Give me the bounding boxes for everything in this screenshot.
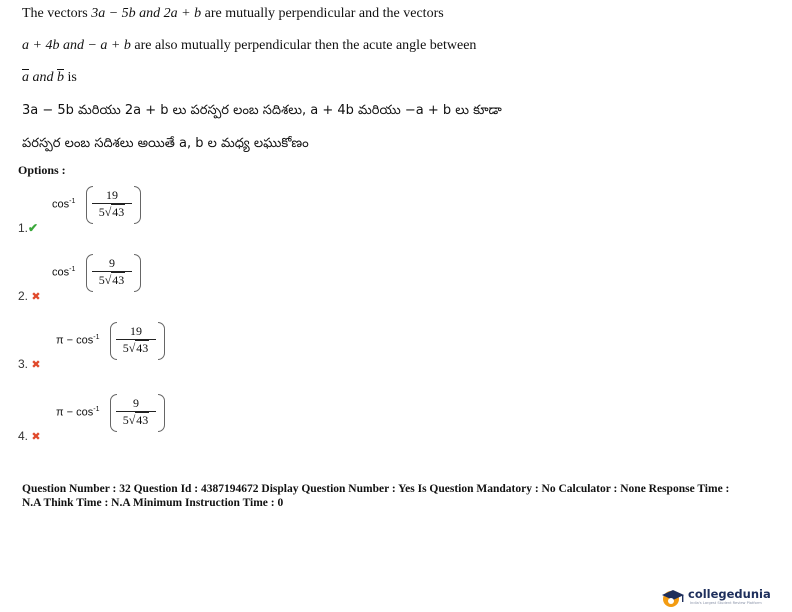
option-number: 3. <box>18 357 29 371</box>
vector-expression: 3a − 5b <box>91 6 136 21</box>
vector-expression: a + 4b <box>22 38 60 53</box>
formula-exponent: -1 <box>69 266 76 273</box>
logo-text: collegedunia <box>688 587 771 601</box>
fraction-denominator: 5√43 <box>98 205 125 219</box>
right-paren <box>134 254 141 292</box>
den-coefficient: 5 <box>122 413 129 427</box>
den-coefficient: 5 <box>122 341 129 355</box>
question-telugu-line-2: పరస్పర లంబ సదిశలు అయితే a, b ల మధ్య లఘుకోణం <box>22 136 309 151</box>
metadata-line-2: N.A Think Time : N.A Minimum Instruction Time : 0 <box>22 497 284 509</box>
den-coefficient: 5 <box>98 205 105 219</box>
fraction-numerator: 19 <box>130 324 142 338</box>
connector-text: and <box>59 38 88 53</box>
option-3-formula <box>50 322 170 362</box>
graduation-cap-icon <box>660 588 686 608</box>
vector-a: $\overline{a}$ <box>22 70 29 85</box>
formula-exponent: -1 <box>93 334 100 341</box>
options-heading: Options : <box>18 163 66 177</box>
option-4-formula <box>50 394 170 434</box>
option-2-label <box>18 289 41 303</box>
vector-expression: − a + b <box>87 38 131 53</box>
fraction-denominator: 5√43 <box>98 273 125 287</box>
fraction-numerator: 19 <box>106 188 118 202</box>
question-telugu-line-1: 3a − 5b మరియు 2a + b లు పరస్పర లంబ సదిశలు, a + 4b మరియు −a + b లు కూడా <box>22 103 502 118</box>
question-text: The vectors <box>22 6 92 21</box>
option-2-formula <box>48 254 158 294</box>
right-paren <box>158 322 165 360</box>
den-radicand: 43 <box>136 413 149 427</box>
formula-function: cos <box>76 406 94 419</box>
question-line-2 <box>22 38 476 54</box>
wrong-cross-icon: ✖ <box>31 291 41 303</box>
formula-function: cos <box>52 198 70 211</box>
vector-b: $\overline{b}$ <box>57 70 64 85</box>
formula-prefix: π − <box>56 334 77 347</box>
formula-exponent: -1 <box>69 198 76 205</box>
fraction-numerator: 9 <box>133 396 139 410</box>
formula-exponent: -1 <box>93 406 100 413</box>
den-radicand: 43 <box>136 341 149 355</box>
fraction <box>90 188 134 220</box>
right-paren <box>158 394 165 432</box>
connector-text: and <box>135 6 164 21</box>
collegedunia-logo <box>660 586 788 608</box>
connector-text: and <box>29 70 57 85</box>
den-radicand: 43 <box>112 205 125 219</box>
question-text: is <box>64 70 77 85</box>
formula-prefix: π − <box>56 406 77 419</box>
option-number: 4. <box>18 429 29 443</box>
logo-tagline: India's Largest Student Review Platform <box>690 601 762 605</box>
formula-function: cos <box>52 266 70 279</box>
option-4-label <box>18 429 41 443</box>
question-line-3 <box>22 70 77 86</box>
wrong-cross-icon: ✖ <box>31 431 41 443</box>
question-metadata <box>22 482 772 510</box>
fraction-denominator: 5√43 <box>122 413 149 427</box>
option-number: 1. <box>18 221 29 235</box>
question-text: are also mutually perpendicular then the acute angle between <box>130 38 477 53</box>
option-1-formula <box>48 186 158 226</box>
fraction <box>114 324 158 356</box>
correct-check-icon: ✔ <box>28 221 39 235</box>
question-text: are mutually perpendicular and the vectors <box>201 6 444 21</box>
fraction <box>90 256 134 288</box>
option-1-label <box>18 221 38 235</box>
question-line-1 <box>22 6 444 22</box>
den-radicand: 43 <box>112 273 125 287</box>
formula-function: cos <box>76 334 94 347</box>
metadata-line-1: Question Number : 32 Question Id : 4387194672 Display Question Number : Yes Is Question Mandatory : No Calculator : None Response Time : <box>22 483 730 495</box>
vector-expression: 2a + b <box>163 6 202 21</box>
fraction-denominator: 5√43 <box>122 341 149 355</box>
option-3-label <box>18 357 41 371</box>
right-paren <box>134 186 141 224</box>
den-coefficient: 5 <box>98 273 105 287</box>
wrong-cross-icon: ✖ <box>31 359 41 371</box>
fraction <box>114 396 158 428</box>
option-number: 2. <box>18 289 29 303</box>
fraction-numerator: 9 <box>109 256 115 270</box>
